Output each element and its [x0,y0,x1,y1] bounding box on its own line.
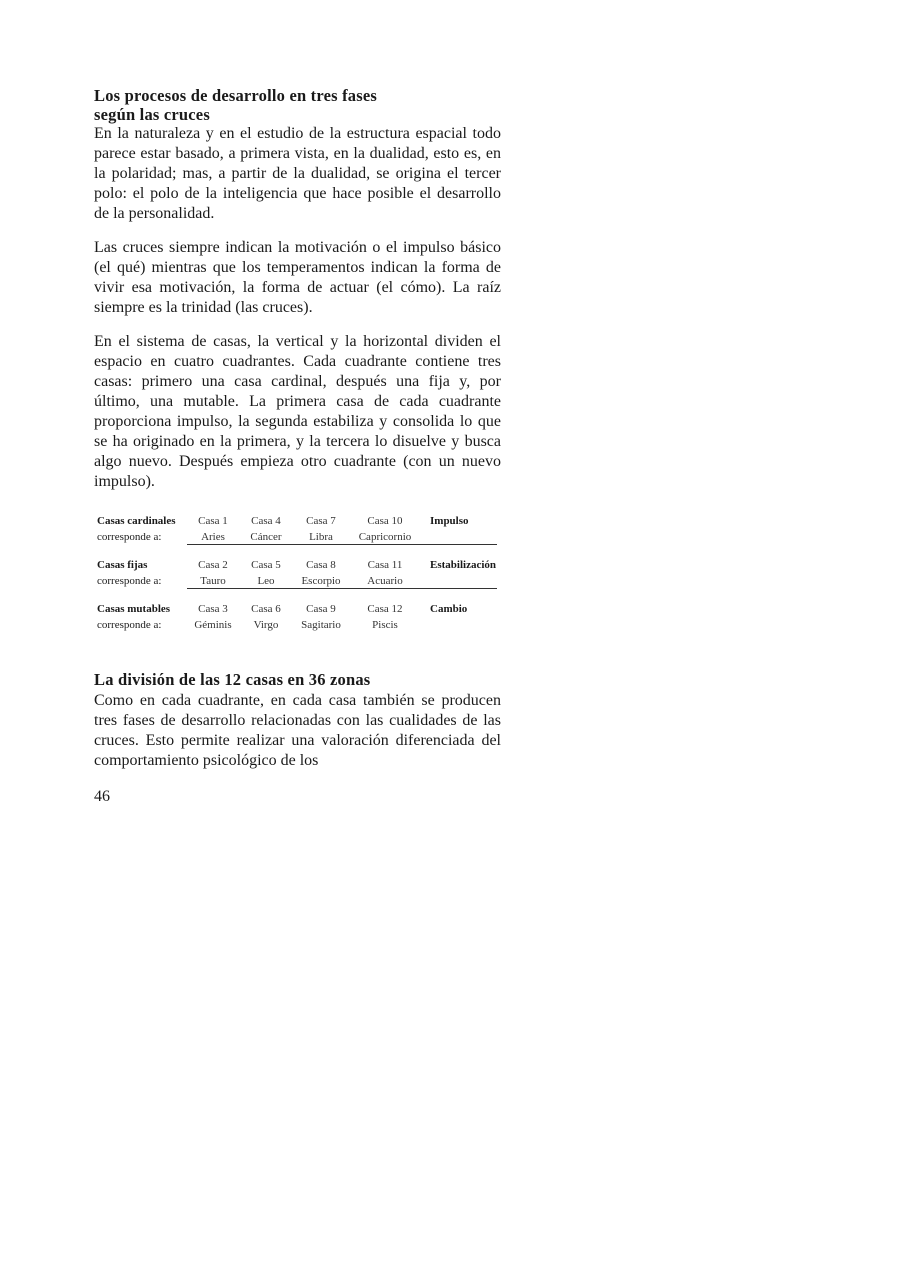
table-row-cardinal [97,513,497,557]
section-title-line-2: según las cruces [94,105,210,124]
houses-table [97,513,497,645]
row-label [97,557,161,589]
paragraph: Las cruces siempre indican la motivación o el impulso básico (el qué) mientras que los temperamentos indican la forma de vivir esa motivación, la forma de actuar (el cómo). La raíz siempre es la trinidad (las cruces). [94,239,501,316]
house-cell [289,557,353,589]
house-sign: Capricornio [358,531,412,543]
house-number: Casa 6 [251,603,281,615]
table-row-fixed [97,557,497,601]
row-sub: corresponde a: [97,575,162,587]
house-sign: Acuario [367,575,403,587]
house-sign: Virgo [253,619,279,631]
house-number: Casa 10 [367,515,403,527]
house-number: Casa 9 [306,603,336,615]
section-title [94,86,501,124]
row-title: Casas fijas [97,559,148,571]
row-divider [187,544,497,545]
house-sign: Piscis [372,619,398,631]
house-number: Casa 5 [251,559,281,571]
house-sign: Sagitario [301,619,341,631]
house-sign: Leo [257,575,275,587]
house-cell [353,601,417,633]
page-number: 46 [94,788,110,805]
house-sign: Aries [201,531,225,543]
table-row-mutable [97,601,497,645]
house-number: Casa 11 [367,559,403,571]
house-sign: Géminis [194,619,232,631]
house-sign: Tauro [200,575,226,587]
house-sign: Libra [309,531,333,543]
house-cell [353,513,417,545]
paragraph: En la naturaleza y en el estudio de la estructura espacial todo parece estar basado, a primera vista, en la dualidad, esto es, en la polaridad; mas, a partir de la dualidad, se origina el tercer polo: el polo de la inteligencia que hace posible el desarrollo de la personalidad. [94,125,501,222]
paragraph: En el sistema de casas, la vertical y la horizontal dividen el espacio en cuatro cuadrantes. Cada cuadrante contiene tres casas: primero una casa cardinal, después una fija y, por último, una mutable. La primera casa de cada cuadrante proporciona impulso, la segunda estabiliza y consolida lo que se ha originado en la primera, y la tercera lo disuelve y busca algo nuevo. Después empieza otro cuadrante (con un nuevo impulso). [94,333,501,490]
house-cell [289,513,353,545]
row-label [97,513,176,545]
row-label [97,601,170,633]
quality-label: Impulso [430,515,469,527]
house-number: Casa 2 [198,559,228,571]
row-title: Casas mutables [97,603,171,615]
house-number: Casa 12 [367,603,403,615]
house-cell [289,601,353,633]
section-zones [94,670,501,771]
house-number: Casa 4 [251,515,281,527]
paragraph: Como en cada cuadrante, en cada casa también se producen tres fases de desarrollo relacionadas con las cualidades de las cruces. Esto permite realizar una valoración diferenciada del comportamiento psicológico de los [94,692,501,769]
row-sub: corresponde a: [97,531,162,543]
house-sign: Cáncer [250,531,282,543]
house-number: Casa 1 [198,515,228,527]
house-sign: Escorpio [301,575,341,587]
house-number: Casa 8 [306,559,336,571]
quality-label: Cambio [430,603,468,615]
row-divider [187,588,497,589]
section-title: La división de las 12 casas en 36 zonas [94,670,371,689]
row-title: Casas cardinales [97,515,176,527]
house-number: Casa 7 [306,515,336,527]
section-title-line-1: Los procesos de desarrollo en tres fases [94,86,377,105]
row-sub: corresponde a: [97,619,162,631]
house-number: Casa 3 [198,603,228,615]
house-cell [353,557,417,589]
quality-label: Estabilización [430,559,497,571]
section-processes [94,86,501,492]
